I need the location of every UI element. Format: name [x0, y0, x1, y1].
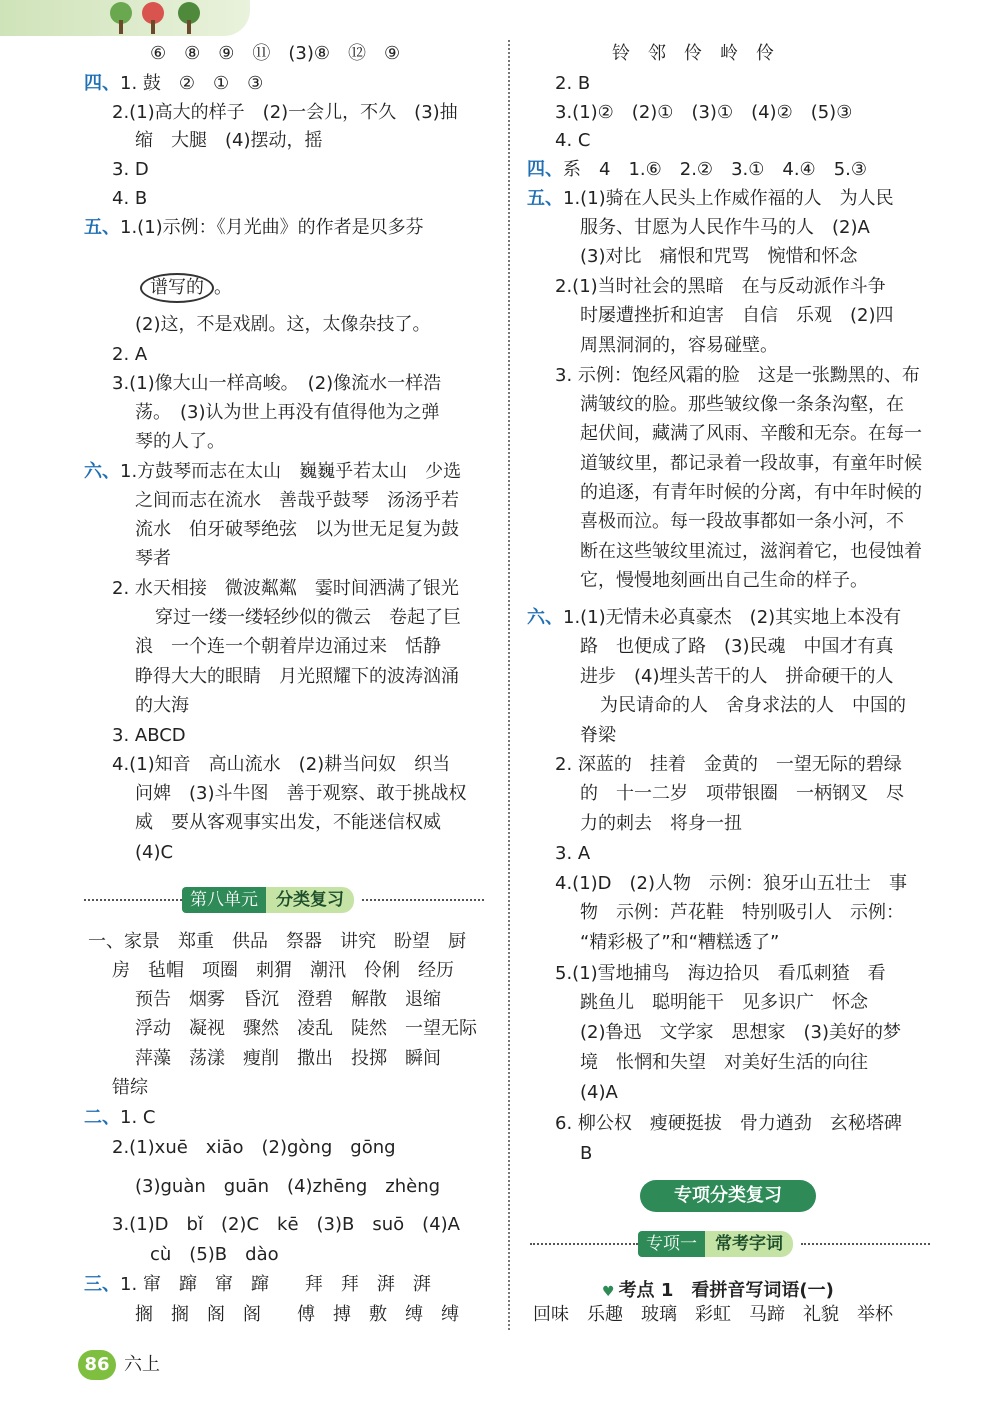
answer-line [580, 991, 868, 1015]
answer-line [112, 343, 147, 367]
answer-line [112, 187, 147, 211]
answer-line [580, 452, 922, 476]
answer-text: 1.(1)无情未必真豪杰 (2)其实地上本没有 [563, 607, 902, 628]
answer-text: 预告 烟雾 昏沉 澄碧 解散 退缩 [135, 989, 441, 1010]
answer-text: 1.(1)骑在人民头上作威作福的人 为人民 [563, 188, 894, 209]
answer-text: 进步 (4)埋头苦干的人 拼命硬干的人 [580, 666, 894, 687]
answer-line [84, 1106, 155, 1130]
answer-line [580, 635, 894, 659]
special-badge-title: 常考字词 [705, 1231, 793, 1257]
answer-line [580, 724, 616, 748]
top-decoration [0, 0, 250, 36]
answer-line [580, 1021, 901, 1045]
answer-line [580, 481, 922, 505]
answer-text: 威 要从客观事实出发，不能迷信权威 [135, 812, 441, 833]
answer-text: 一、家景 郑重 供品 祭器 讲究 盼望 厨 [88, 931, 466, 952]
answer-line [135, 841, 173, 865]
answer-text: 搁 搁 阁 阁 傅 搏 敷 缚 缚 [135, 1304, 459, 1325]
answer-line [112, 577, 459, 601]
answer-text: 缩 大腿 (4)摆动，摇 [135, 130, 323, 151]
answer-text: (3)对比 痛恨和咒骂 惋惜和怀念 [580, 246, 858, 267]
grade-label: 六上 [124, 1354, 160, 1375]
answer-line [112, 372, 441, 396]
answer-line [555, 962, 886, 986]
answer-text: 3. 示例：饱经风霜的脸 这是一张黝黑的、布 [555, 365, 920, 386]
answer-text: 2. A [112, 344, 148, 365]
answer-text: 2. B [555, 73, 591, 94]
answer-text: 5.(1)雪地捕鸟 海边拾贝 看瓜刺猹 看 [555, 963, 886, 984]
answer-text: 喜极而泣。每一段故事都如一条小河，不 [580, 511, 904, 532]
answer-line [527, 187, 894, 211]
answer-text: B [580, 1143, 593, 1164]
answer-text: 满皱纹的脸。那些皱纹像一条条沟壑，在 [580, 394, 904, 415]
answer-text: 力的刺去 将身一扭 [580, 813, 742, 834]
answer-line [112, 1136, 396, 1160]
answer-text: 4.(1)D (2)人物 示例：狼牙山五壮士 事 [555, 873, 908, 894]
unit-badge: 第八单元 [182, 887, 266, 913]
answer-line [84, 460, 461, 484]
answer-line [135, 782, 467, 806]
answer-text: 3. ABCD [112, 725, 186, 746]
answer-text: (3)guàn guān (4)zhēng zhèng [135, 1176, 441, 1197]
answer-line [555, 129, 590, 153]
answer-text: 服务、甘愿为人民作牛马的人 (2)A [580, 217, 870, 238]
special-header [530, 1230, 930, 1258]
answer-text: (4)C [135, 842, 174, 863]
answer-text: 系 4 1.⑥ 2.② 3.① 4.④ 5.③ [563, 159, 868, 180]
answer-line [135, 1047, 441, 1071]
answer-text: 2. 深蓝的 挂着 金黄的 一望无际的碧绿 [555, 754, 902, 775]
answer-text: “精彩极了”和“糟糕透了” [580, 932, 780, 953]
answer-line [555, 842, 590, 866]
answer-text: 3.(1)D bǐ (2)C kē (3)B suō (4)A [112, 1214, 460, 1235]
answer-line [580, 334, 778, 358]
answer-line [580, 782, 904, 806]
answer-text: 浪 一个连一个朝着岸边涌过来 恬静 [135, 636, 441, 657]
answer-line [135, 313, 431, 337]
answer-text: 6. 柳公权 瘦硬挺拔 骨力遒劲 玄秘塔碑 [555, 1113, 902, 1134]
answer-line [84, 216, 424, 240]
answer-line [112, 959, 454, 983]
answer-line [135, 811, 441, 835]
answer-text: cù (5)B dào [150, 1244, 279, 1265]
answer-text: ⑥ ⑧ ⑨ ⑪ (3)⑧ ⑫ ⑨ [150, 43, 401, 64]
answer-line [580, 901, 904, 925]
answer-line [112, 158, 149, 182]
answer-line [135, 401, 440, 425]
answer-line [612, 42, 774, 66]
answer-line [135, 988, 441, 1012]
answer-text: 穿过一缕一缕轻纱似的微云 卷起了巨 [155, 607, 461, 628]
circled-word: 谱写的 [140, 273, 214, 303]
answer-text: 4. B [112, 188, 148, 209]
answer-line [580, 812, 742, 836]
answer-text: 3. A [555, 843, 591, 864]
answer-text: 2. 水天相接 微波粼粼 霎时间洒满了银光 [112, 578, 459, 599]
answer-line [527, 158, 867, 182]
answer-text: 起伏间，藏满了风雨、辛酸和无奈。在每一 [580, 423, 922, 444]
answer-text: 脊梁 [580, 725, 616, 746]
answer-text: 回味 乐趣 玻璃 彩虹 马蹄 礼貌 举杯 [533, 1304, 893, 1325]
answer-text: 的追逐，有青年时候的分离，有中年时候的 [580, 482, 922, 503]
answer-text: 1.(1)示例：《月光曲》的作者是贝多芬 [120, 217, 424, 238]
answer-line [84, 72, 263, 96]
answer-line [112, 1076, 148, 1100]
answer-line [580, 216, 870, 240]
section-marker: 六、 [527, 607, 563, 628]
answer-text: 之间而志在流水 善哉乎鼓琴 汤汤乎若 [135, 490, 459, 511]
heart-icon: ♥ [602, 1284, 615, 1300]
special-badge: 专项一 [638, 1231, 705, 1257]
answer-text: 错综 [112, 1077, 148, 1098]
unit-badge-title: 分类复习 [266, 887, 354, 913]
answer-text: 问婢 (3)斗牛图 善于观察、敢于挑战权 [135, 783, 467, 804]
answer-text: 琴的人了。 [135, 431, 225, 452]
answer-line [155, 606, 461, 630]
answer-text: (2)这，不是戏剧。这，太像杂技了。 [135, 314, 431, 335]
answer-text: 4. C [555, 130, 591, 151]
answer-line [580, 304, 894, 328]
answer-text: 4.(1)知音 高山流水 (2)耕当问奴 织当 [112, 754, 451, 775]
answer-line [580, 569, 868, 593]
answer-line [533, 1303, 893, 1327]
answer-text: 浮动 凝视 骤然 凌乱 陡然 一望无际 [135, 1018, 477, 1039]
answer-line [84, 1273, 431, 1297]
answer-text: (2)鲁迅 文学家 思想家 (3)美好的梦 [580, 1022, 901, 1043]
unit-header [84, 886, 484, 914]
answer-line [580, 540, 922, 564]
answer-line [135, 129, 323, 153]
answer-text: 1. 窜 蹿 窜 蹿 拜 拜 湃 湃 [120, 1274, 431, 1295]
column-divider [508, 40, 510, 1330]
answer-text: 它，慢慢地刻画出自己生命的样子。 [580, 570, 868, 591]
answer-text: 的 十一二岁 项带银圈 一柄钢叉 尽 [580, 783, 904, 804]
answer-line [555, 275, 886, 299]
answer-text: 3.(1)像大山一样高峻。 (2)像流水一样浩 [112, 373, 442, 394]
answer-line [135, 665, 459, 689]
section-marker: 六、 [84, 461, 120, 482]
answer-line [580, 510, 904, 534]
answer-line [580, 245, 858, 269]
answer-text: 1. C [120, 1107, 156, 1128]
section-marker: 四、 [84, 73, 120, 94]
answer-text: 荡。 (3)认为世上再没有值得他为之弹 [135, 402, 440, 423]
answer-line [135, 1303, 459, 1327]
answer-text: 琴者 [135, 548, 171, 569]
answer-text: 境 怅惘和失望 对美好生活的向往 [580, 1052, 868, 1073]
answer-line [135, 1175, 440, 1199]
answer-line [112, 753, 450, 777]
answer-text: 时屡遭挫折和迫害 自信 乐观 (2)四 [580, 305, 894, 326]
answer-text: 断在这些皱纹里流过，滋润着它，也侵蚀着 [580, 541, 922, 562]
answer-text: 物 示例：芦花鞋 特别吸引人 示例： [580, 902, 904, 923]
answer-text: 2.(1)当时社会的黑暗 在与反动派作斗争 [555, 276, 886, 297]
answer-line [150, 1243, 279, 1267]
answer-text: 周黑洞洞的，容易碰壁。 [580, 335, 778, 356]
answer-text: 2.(1)xuē xiāo (2)gòng gōng [112, 1137, 396, 1158]
test-point-title: ♥ 考点 1 看拼音写词语(一) [602, 1280, 834, 1301]
answer-line [527, 606, 901, 630]
answer-line [580, 931, 779, 955]
answer-line [580, 665, 894, 689]
answer-text: 跳鱼儿 聪明能干 见多识广 怀念 [580, 992, 868, 1013]
answer-line [555, 1112, 902, 1136]
section-marker: 三、 [84, 1274, 120, 1295]
answer-text: 铃 邻 伶 岭 伶 [612, 43, 774, 64]
answer-text: (4)A [580, 1082, 618, 1103]
answer-line [600, 694, 906, 718]
answer-text: 的大海 [135, 695, 189, 716]
section-marker: 五、 [527, 188, 563, 209]
answer-line [135, 518, 459, 542]
answer-line [580, 393, 904, 417]
answer-text: 为民请命的人 舍身求法的人 中国的 [600, 695, 906, 716]
answer-line [135, 547, 171, 571]
section-marker: 二、 [84, 1107, 120, 1128]
section-marker: 五、 [84, 217, 120, 238]
answer-text: 1. 鼓 ② ① ③ [120, 73, 264, 94]
answer-line [135, 489, 459, 513]
answer-line [135, 694, 189, 718]
answer-line [580, 1142, 592, 1166]
answer-line [555, 364, 920, 388]
answer-text: 3. D [112, 159, 149, 180]
answer-text: 睁得大大的眼睛 月光照耀下的波涛汹涌 [135, 666, 459, 687]
answer-text: 2.(1)高大的样子 (2)一会儿，不久 (3)抽 [112, 102, 458, 123]
answer-text: 路 也便成了路 (3)民魂 中国才有真 [580, 636, 894, 657]
answer-text: 流水 伯牙破琴绝弦 以为世无足复为鼓 [135, 519, 459, 540]
answer-text: 3.(1)② (2)① (3)① (4)② (5)③ [555, 102, 853, 123]
section-marker: 四、 [527, 159, 563, 180]
answer-line [135, 430, 225, 454]
answer-text: 道皱纹里，都记录着一段故事，有童年时候 [580, 453, 922, 474]
answer-line [555, 872, 907, 896]
answer-line [150, 42, 400, 66]
answer-text: 1.方鼓琴而志在太山 巍巍乎若太山 少选 [120, 461, 462, 482]
answer-line [580, 422, 922, 446]
answer-line [580, 1081, 618, 1105]
answer-line [112, 101, 458, 125]
answer-line [555, 753, 902, 777]
answer-line [555, 72, 590, 96]
answer-line [135, 635, 441, 659]
answer-line [580, 1051, 868, 1075]
special-review-pill: 专项分类复习 [640, 1180, 816, 1212]
answer-line [135, 1017, 477, 1041]
answer-line [555, 101, 852, 125]
page-number: 86 [78, 1350, 116, 1380]
circled-annotation: 谱写的 。 [140, 273, 232, 303]
answer-line [112, 724, 186, 748]
answer-line [112, 1213, 460, 1237]
answer-text: 房 毡帽 项圈 刺猬 潮汛 伶俐 经历 [112, 960, 454, 981]
answer-text: 萍藻 荡漾 瘦削 撒出 投掷 瞬间 [135, 1048, 441, 1069]
answer-line [88, 930, 466, 954]
